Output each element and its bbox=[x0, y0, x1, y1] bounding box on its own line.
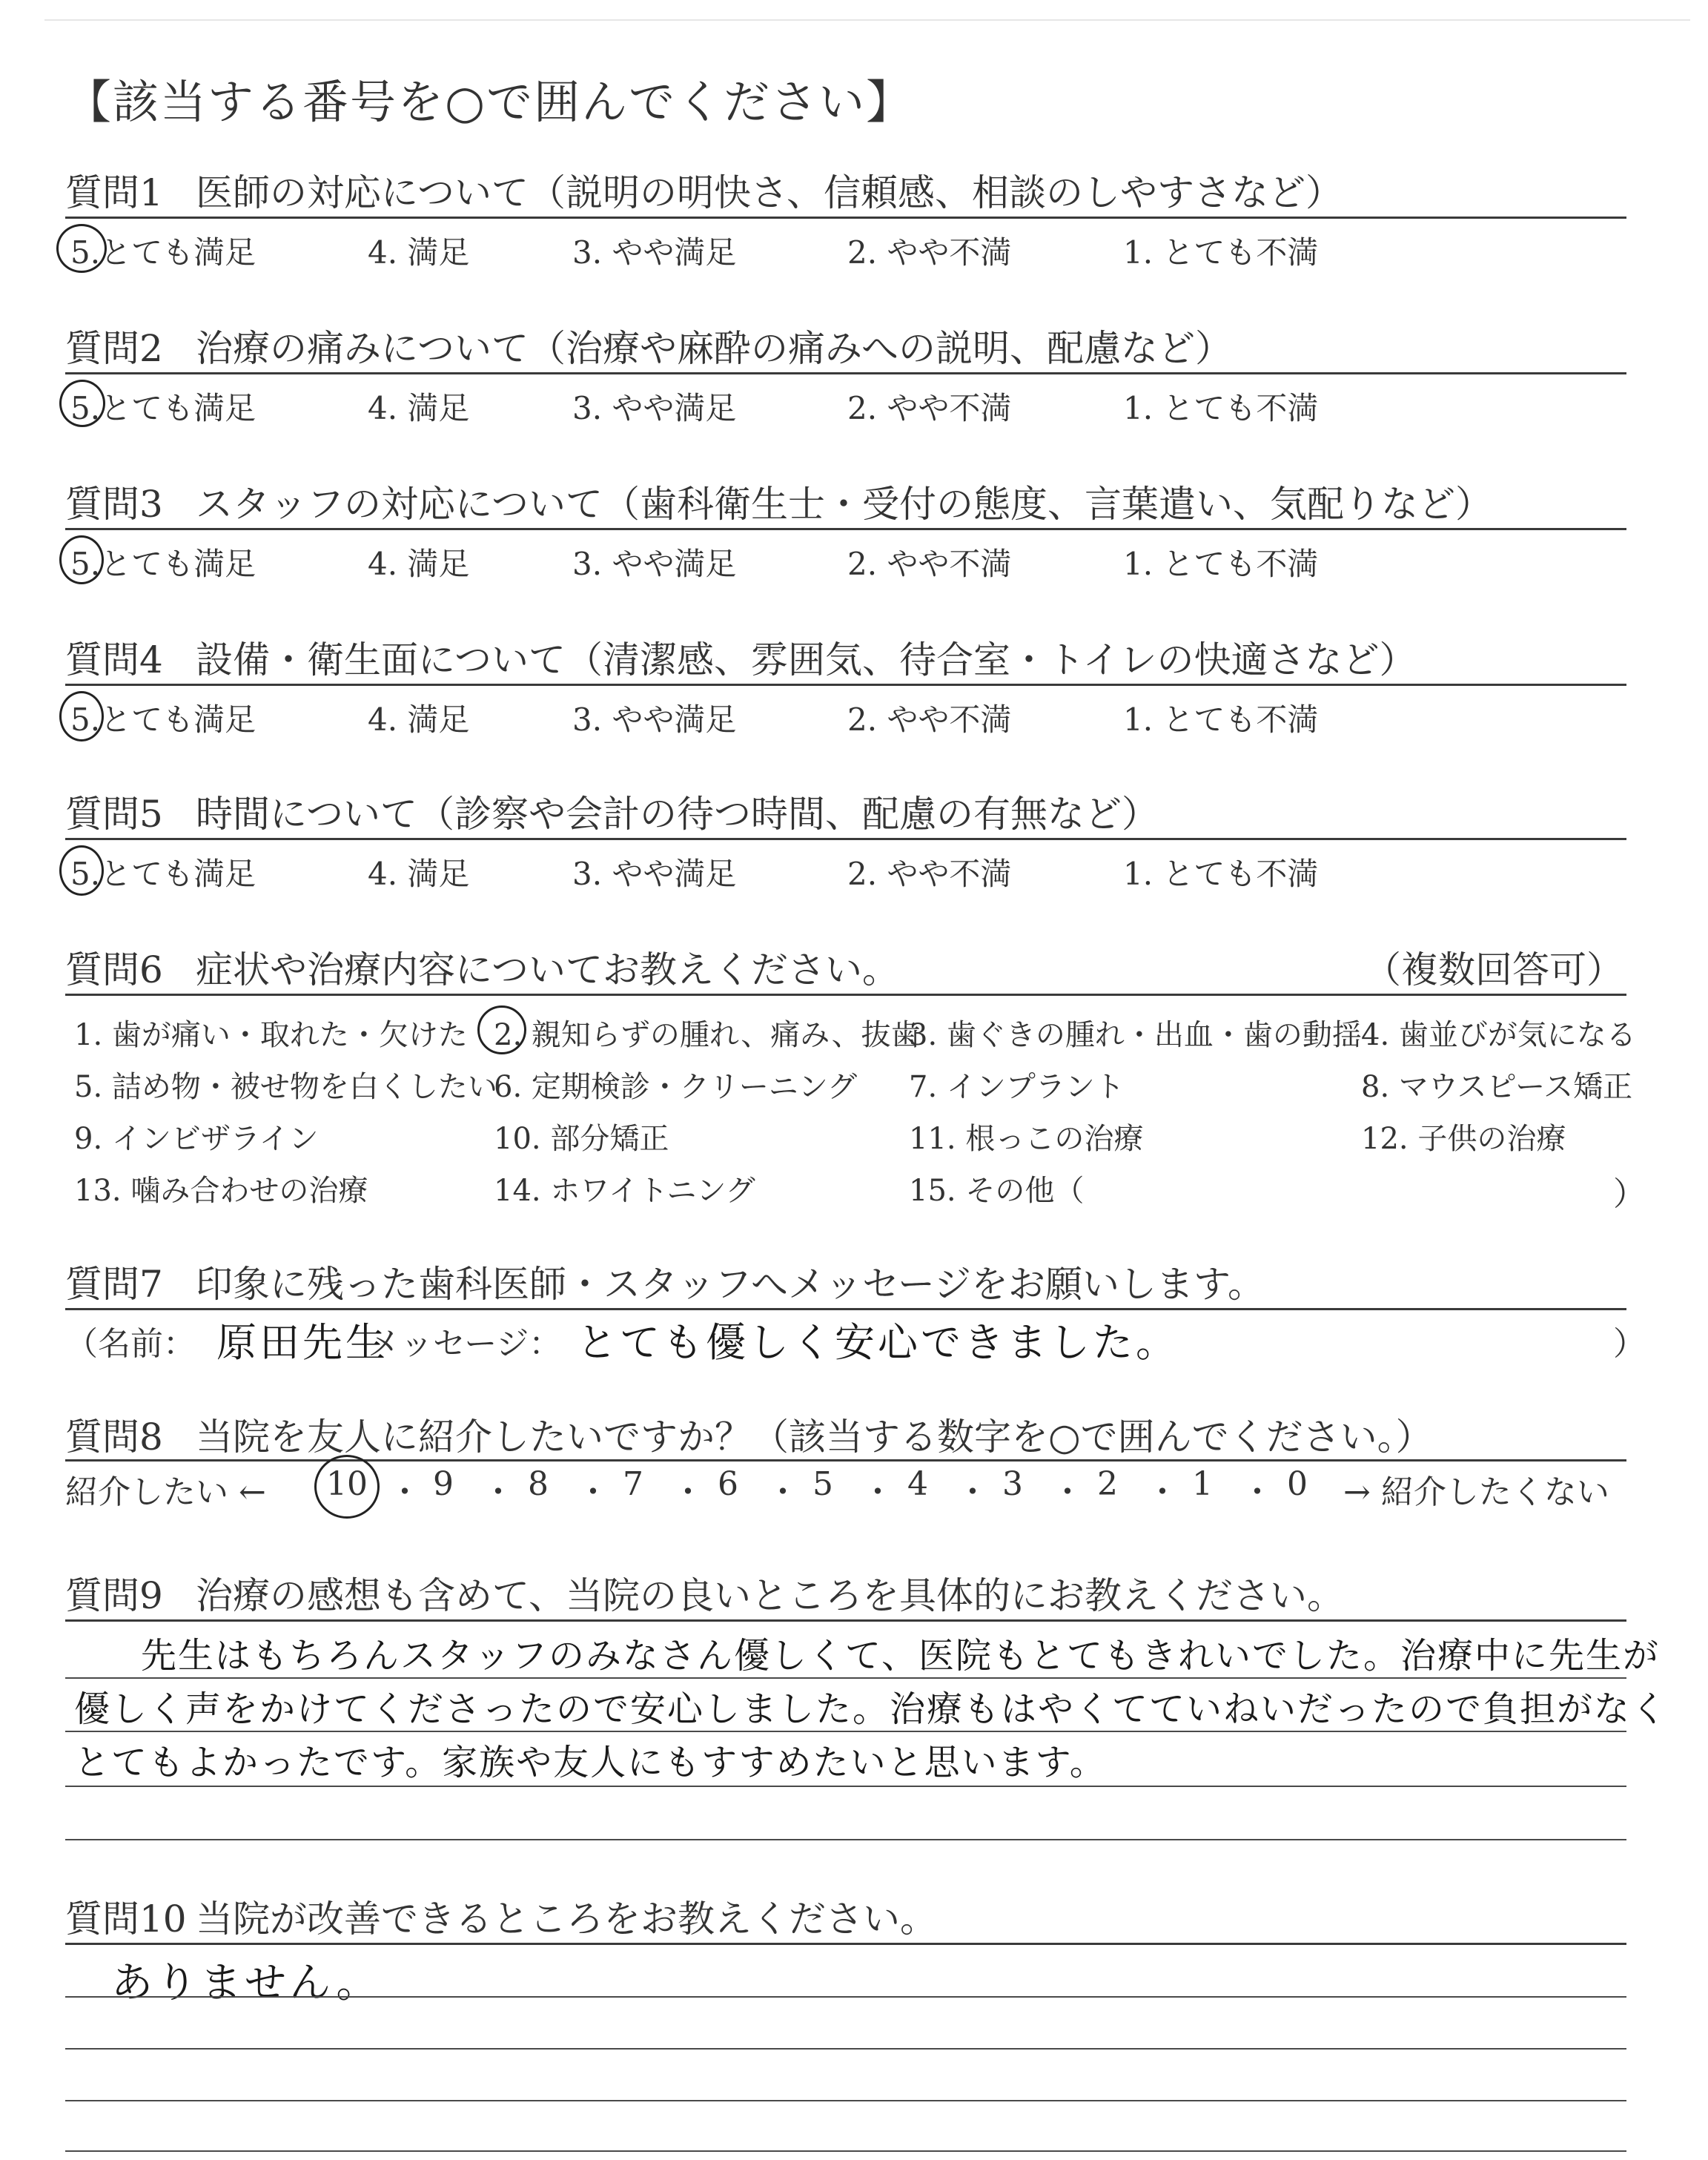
q10-answer[interactable]: ありません。 bbox=[111, 1959, 381, 2007]
q4-option-4[interactable]: 4. 満足 bbox=[368, 701, 470, 738]
q3-option-3[interactable]: 3. やや満足 bbox=[572, 546, 737, 582]
question-7-rule bbox=[65, 1308, 1626, 1310]
question-8-rule bbox=[65, 1459, 1626, 1462]
q2-option-3[interactable]: 3. やや満足 bbox=[572, 390, 737, 426]
q8-scale-3[interactable]: 3 bbox=[1002, 1465, 1023, 1503]
q6-option-10[interactable]: 10. 部分矯正 bbox=[494, 1122, 669, 1156]
q6-option-7[interactable]: 7. インプラント bbox=[909, 1070, 1125, 1104]
question-6-rule bbox=[65, 994, 1626, 996]
q4-option-3[interactable]: 3. やや満足 bbox=[572, 701, 737, 738]
q8-separator: ・ bbox=[956, 1473, 989, 1511]
question-6-text: 症状や治療内容についてお教えください。 bbox=[196, 948, 899, 991]
question-1-rule bbox=[65, 217, 1626, 219]
question-3-number: 質問3 bbox=[65, 483, 163, 526]
q6-option-11[interactable]: 11. 根っこの治療 bbox=[909, 1122, 1144, 1156]
question-8 bbox=[65, 1407, 1433, 1461]
q8-scale-7[interactable]: 7 bbox=[623, 1465, 643, 1503]
question-1-number: 質問1 bbox=[65, 171, 163, 214]
q8-scale-8[interactable]: 8 bbox=[528, 1465, 549, 1503]
q9-writing-line bbox=[65, 1677, 1626, 1679]
question-5-text: 時間について（診察や会計の待つ時間、配慮の有無など） bbox=[196, 793, 1159, 836]
question-2 bbox=[65, 319, 1232, 372]
question-2-number: 質問2 bbox=[65, 327, 163, 370]
q5-option-3[interactable]: 3. やや満足 bbox=[572, 856, 737, 892]
q7-close-paren: ） bbox=[1613, 1325, 1646, 1363]
q3-option-2[interactable]: 2. やや不満 bbox=[847, 546, 1012, 582]
question-2-rule bbox=[65, 372, 1626, 374]
question-4-number: 質問4 bbox=[65, 638, 163, 681]
question-6-number: 質問6 bbox=[65, 948, 163, 991]
q8-separator: ・ bbox=[577, 1473, 609, 1511]
question-4-text: 設備・衛生面について（清潔感、雰囲気、待合室・トイレの快適さなど） bbox=[196, 638, 1417, 681]
q8-left-label: 紹介したい ← bbox=[65, 1473, 266, 1511]
question-6-note: （複数回答可） bbox=[1364, 948, 1623, 991]
question-10-number: 質問10 bbox=[65, 1898, 187, 1941]
question-7 bbox=[65, 1255, 1265, 1308]
question-9-text: 治療の感想も含めて、当院の良いところを具体的にお教えください。 bbox=[196, 1574, 1344, 1617]
q8-separator: ・ bbox=[1241, 1473, 1274, 1511]
q8-separator: ・ bbox=[861, 1473, 894, 1511]
q8-separator: ・ bbox=[482, 1473, 514, 1511]
q4-option-5[interactable]: 5.とても満足 bbox=[70, 701, 256, 738]
question-8-text: 当院を友人に紹介したいですか？（該当する数字を○で囲んでください。） bbox=[196, 1416, 1433, 1459]
question-5-rule bbox=[65, 838, 1626, 840]
q6-option-14[interactable]: 14. ホワイトニング bbox=[494, 1174, 755, 1208]
question-2-text: 治療の痛みについて（治療や麻酔の痛みへの説明、配慮など） bbox=[196, 327, 1232, 370]
q3-selection-circle bbox=[59, 535, 104, 584]
q8-scale-5[interactable]: 5 bbox=[812, 1465, 833, 1503]
q1-option-1[interactable]: 1. とても不満 bbox=[1123, 234, 1319, 271]
question-3-text: スタッフの対応について（歯科衛生士・受付の態度、言葉遣い、気配りなど） bbox=[196, 483, 1492, 526]
top-border bbox=[44, 19, 1690, 21]
question-5-number: 質問5 bbox=[65, 793, 163, 836]
q6-option-8[interactable]: 8. マウスピース矯正 bbox=[1361, 1070, 1633, 1104]
q9-writing-line bbox=[65, 1839, 1626, 1840]
q10-writing-line bbox=[65, 2150, 1626, 2152]
q5-option-5[interactable]: 5.とても満足 bbox=[70, 856, 256, 892]
question-5 bbox=[65, 785, 1159, 838]
q1-selection-circle bbox=[56, 224, 107, 273]
q6-selection-circle bbox=[477, 1005, 526, 1054]
q4-option-1[interactable]: 1. とても不満 bbox=[1123, 701, 1319, 738]
q9-answer-line-1[interactable]: 先生はもちろんスタッフのみなさん優しくて、医院もとてもきれいでした。治療中に先生が bbox=[141, 1635, 1661, 1677]
q6-option-5[interactable]: 5. 詰め物・被せ物を白くしたい bbox=[74, 1070, 497, 1104]
q8-scale-0[interactable]: 0 bbox=[1287, 1465, 1308, 1503]
q10-writing-line bbox=[65, 1996, 1626, 1998]
q2-selection-circle bbox=[59, 380, 105, 427]
q8-scale-6[interactable]: 6 bbox=[718, 1465, 738, 1503]
question-4 bbox=[65, 630, 1417, 684]
q5-option-4[interactable]: 4. 満足 bbox=[368, 856, 470, 892]
q6-option-12[interactable]: 12. 子供の治療 bbox=[1361, 1122, 1566, 1156]
q7-name-label: （名前： bbox=[65, 1325, 196, 1363]
q3-option-4[interactable]: 4. 満足 bbox=[368, 546, 470, 582]
question-9 bbox=[65, 1566, 1344, 1619]
q6-option-15[interactable]: 15. その他（ bbox=[909, 1174, 1085, 1208]
q8-scale-10[interactable]: 10 bbox=[326, 1465, 368, 1503]
q6-option-6[interactable]: 6. 定期検診・クリーニング bbox=[494, 1070, 858, 1104]
q2-option-2[interactable]: 2. やや不満 bbox=[847, 390, 1012, 426]
q3-option-5[interactable]: 5.とても満足 bbox=[70, 546, 256, 582]
q6-other-close: ） bbox=[1613, 1175, 1646, 1213]
question-4-rule bbox=[65, 684, 1626, 686]
q8-separator: ・ bbox=[388, 1473, 421, 1511]
q9-answer-line-2[interactable]: 優しく声をかけてくださったので安心しました。治療もはやくてていねいだったので負担がなく bbox=[74, 1688, 1669, 1730]
q9-writing-line bbox=[65, 1786, 1626, 1787]
q2-option-1[interactable]: 1. とても不満 bbox=[1123, 390, 1319, 426]
question-8-number: 質問8 bbox=[65, 1416, 163, 1459]
question-1 bbox=[65, 163, 1343, 217]
q10-writing-line bbox=[65, 2048, 1626, 2050]
q6-option-9[interactable]: 9. インビザライン bbox=[74, 1122, 319, 1156]
q2-option-5[interactable]: 5.とても満足 bbox=[70, 390, 256, 426]
question-10-text: 当院が改善できるところをお教えください。 bbox=[196, 1898, 937, 1941]
q7-message-value[interactable]: とても優しく安心できました。 bbox=[577, 1319, 1179, 1366]
question-10 bbox=[65, 1889, 937, 1943]
q8-right-label: → 紹介したくない bbox=[1343, 1473, 1609, 1511]
q1-option-2[interactable]: 2. やや不満 bbox=[847, 234, 1012, 271]
q9-answer-line-3[interactable]: とてもよかったです。家族や友人にもすすめたいと思います。 bbox=[74, 1742, 1107, 1783]
q6-option-4[interactable]: 4. 歯並びが気になる bbox=[1361, 1018, 1636, 1052]
q8-separator: ・ bbox=[1146, 1473, 1179, 1511]
q8-separator: ・ bbox=[1051, 1473, 1084, 1511]
question-9-number: 質問9 bbox=[65, 1574, 163, 1617]
question-7-text: 印象に残った歯科医師・スタッフへメッセージをお願いします。 bbox=[196, 1263, 1265, 1306]
question-6 bbox=[65, 940, 899, 994]
q8-scale-9[interactable]: 9 bbox=[433, 1465, 454, 1503]
q6-option-13[interactable]: 13. 噛み合わせの治療 bbox=[74, 1174, 368, 1208]
q7-message-label: メッセージ： bbox=[368, 1325, 562, 1363]
question-10-rule bbox=[65, 1943, 1626, 1945]
q2-option-4[interactable]: 4. 満足 bbox=[368, 390, 470, 426]
question-3 bbox=[65, 475, 1492, 528]
q7-name-value[interactable]: 原田先生 bbox=[216, 1319, 388, 1366]
q3-option-1[interactable]: 1. とても不満 bbox=[1123, 546, 1319, 582]
q8-selection-circle bbox=[314, 1455, 380, 1519]
q6-option-2[interactable]: 2. 親知らずの腫れ、痛み、抜歯 bbox=[494, 1018, 921, 1052]
question-1-text: 医師の対応について（説明の明快さ、信頼感、相談のしやすさなど） bbox=[196, 171, 1343, 214]
q4-option-2[interactable]: 2. やや不満 bbox=[847, 701, 1012, 738]
q5-option-2[interactable]: 2. やや不満 bbox=[847, 856, 1012, 892]
q8-scale-4[interactable]: 4 bbox=[907, 1465, 928, 1503]
q9-writing-line bbox=[65, 1731, 1626, 1732]
q8-scale-1[interactable]: 1 bbox=[1192, 1465, 1213, 1503]
q1-option-5[interactable]: 5.とても満足 bbox=[70, 234, 256, 271]
q6-option-1[interactable]: 1. 歯が痛い・取れた・欠けた bbox=[74, 1018, 468, 1052]
question-9-rule bbox=[65, 1619, 1626, 1622]
q6-option-3[interactable]: 3. 歯ぐきの腫れ・出血・歯の動揺 bbox=[909, 1018, 1362, 1052]
question-7-number: 質問7 bbox=[65, 1263, 163, 1306]
q1-option-3[interactable]: 3. やや満足 bbox=[572, 234, 737, 271]
q8-separator: ・ bbox=[672, 1473, 704, 1511]
q8-scale-2[interactable]: 2 bbox=[1097, 1465, 1118, 1503]
q5-selection-circle bbox=[59, 845, 104, 896]
q8-separator: ・ bbox=[767, 1473, 799, 1511]
form-title: 【該当する番号を○で囲んでください】 bbox=[65, 75, 914, 129]
q10-writing-line bbox=[65, 2100, 1626, 2101]
q4-selection-circle bbox=[59, 691, 104, 742]
q5-option-1[interactable]: 1. とても不満 bbox=[1123, 856, 1319, 892]
question-3-rule bbox=[65, 528, 1626, 530]
q1-option-4[interactable]: 4. 満足 bbox=[368, 234, 470, 271]
